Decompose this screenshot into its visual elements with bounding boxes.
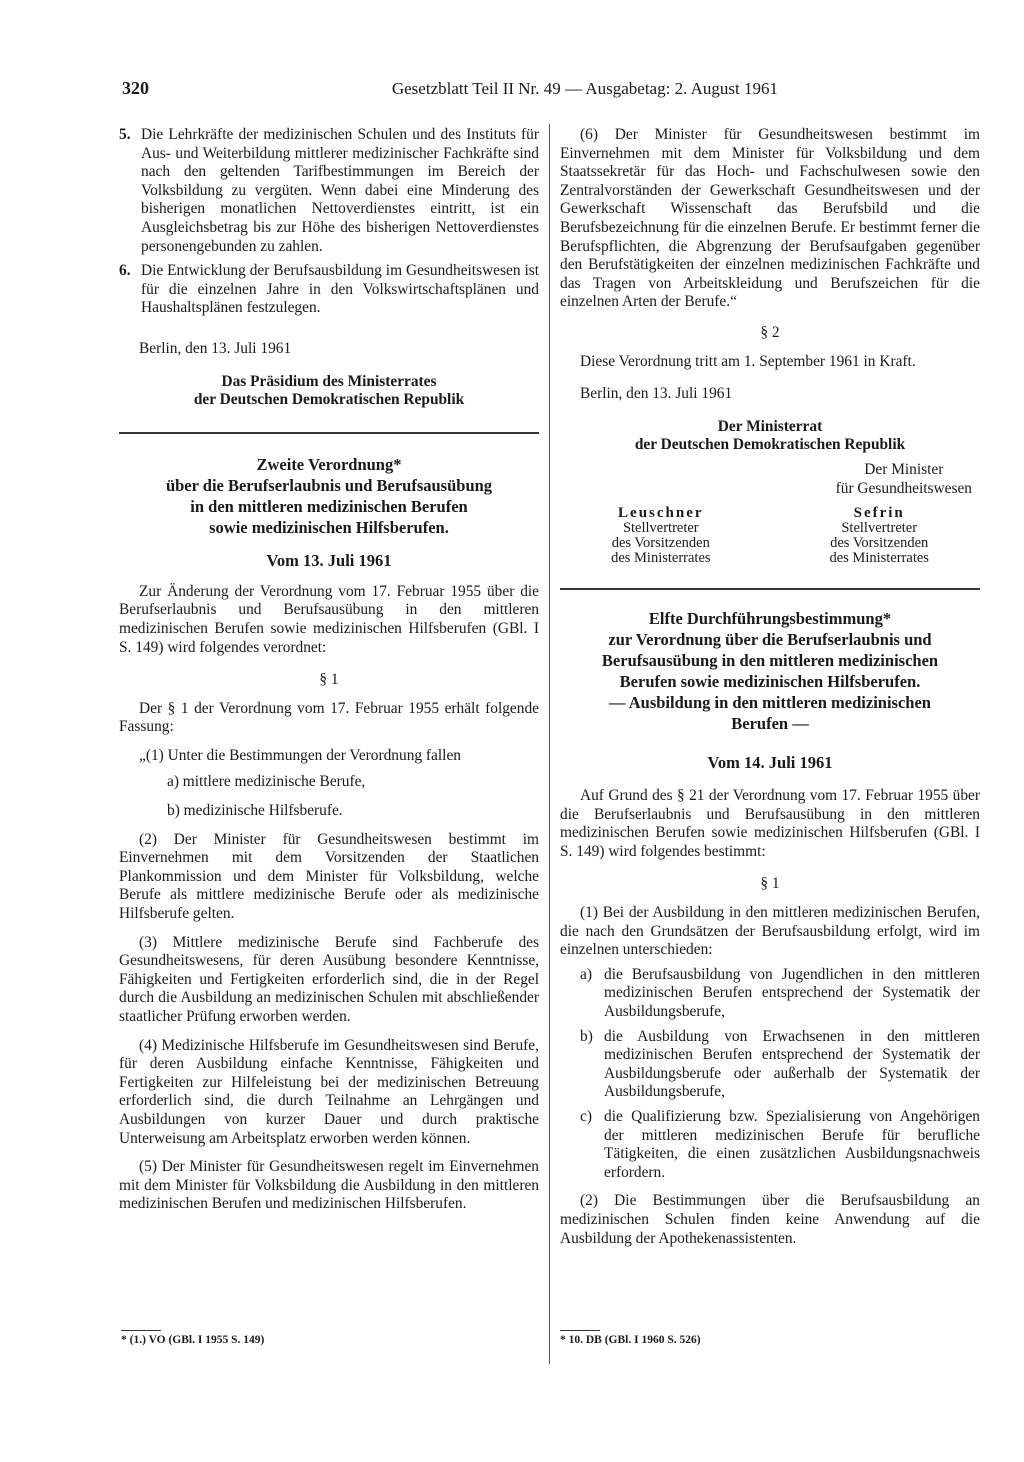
- signer-role: des Vorsitzenden: [611, 535, 710, 552]
- list-item: [560, 1028, 980, 1102]
- preamble: Auf Grund des § 21 der Verordnung vom 17. Februar 1955 über die Berufserlaubnis und Berufsausübung in den mittleren medizinischen Berufen sowie medizinischen Hilfsberufen (GBl. I S. 149) wird folgendes bestimmt:: [560, 787, 980, 860]
- paragraph: Diese Verordnung tritt am 1. September 1961 in Kraft.: [580, 352, 916, 370]
- paragraph: Der § 1 der Verordnung vom 17. Februar 1955 erhält folgende Fassung:: [119, 699, 539, 736]
- list-item: [119, 126, 539, 256]
- footnote-rule: [121, 1330, 161, 1331]
- minister-title-block: [836, 461, 972, 498]
- section-rule: [560, 588, 980, 590]
- title-line: Elfte Durchführungsbestimmung*: [648, 609, 892, 629]
- title-line: Berufen sowie medizinischen Hilfsberufen.: [619, 672, 921, 692]
- title-line: über die Berufserlaubnis und Berufsausübung: [165, 475, 493, 495]
- title-line: Berufen —: [731, 714, 809, 734]
- paragraph: (2) Die Bestimmungen über die Berufsausbildung an medizinischen Schulen finden keine Anwendung auf die Ausbildung der Apothekenassistenten.: [560, 1192, 980, 1247]
- section-heading: § 1: [760, 875, 780, 893]
- title-line: — Ausbildung in den mittleren medizinischen: [609, 693, 931, 713]
- page-number: 320: [122, 78, 149, 98]
- page-header: [122, 78, 778, 102]
- footnote-text: * 10. DB (GBl. I 1960 S. 526): [560, 1334, 701, 1346]
- paragraph: (6) Der Minister für Gesundheitswesen bestimmt im Einvernehmen mit dem Minister für Volksbildung und dem Staatssekretär für das Hoch- und Fachschulwesen sowie den Zentralvorständen der Gewerkschaft Gesundheitswesen und der Gewerkschaft Wissenschaft das Berufsbild und die Berufsbezeichnung für die einzelnen Berufe. Er bestimmt ferner die Berufspflichten, die Abgrenzung der Berufsaufgaben gegenüber den Berufstätigkeiten der einzelnen medizinischen Fachkräfte und das Tragen von Arbeitskleidung und Berufszeichen für die einzelnen Arten der Berufe.“: [560, 126, 980, 311]
- minister-title: [560, 461, 980, 498]
- title-line: zur Verordnung über die Berufserlaubnis und: [608, 630, 932, 650]
- footnote: [121, 1330, 264, 1346]
- signer-role: des Vorsitzenden: [830, 535, 929, 552]
- paragraph: (1) Bei der Ausbildung in den mittleren medizinischen Berufen, die nach den Grundsätzen der Berufsausbildung erfolgt, wird im einzelnen unterschieden:: [560, 904, 980, 959]
- signer-role: des Ministerrates: [611, 550, 711, 567]
- footnote-rule: [560, 1330, 600, 1331]
- signer-name: Leuschner: [618, 505, 704, 522]
- item-label: a): [580, 965, 592, 983]
- sub-item: a) mittlere medizinische Berufe,: [167, 773, 366, 791]
- signatures: [560, 506, 980, 566]
- footnote: [560, 1330, 701, 1346]
- signatory-line: der Deutschen Demokratischen Republik: [193, 391, 465, 409]
- paragraph: (2) Der Minister für Gesundheitswesen bestimmt im Einvernehmen mit dem Vorsitzenden der Staatlichen Plankommission und dem Minister für Volksbildung, welche Berufe als mittlere medizinische Berufe oder als medizinische Hilfsberufe gelten.: [119, 830, 539, 923]
- title-line: sowie medizinischen Hilfsberufen.: [209, 517, 449, 537]
- place-date: Berlin, den 13. Juli 1961: [580, 385, 733, 403]
- item-number: 5.: [119, 126, 131, 143]
- item-text: Die Entwicklung der Berufsausbildung im Gesundheitswesen ist für die einzelnen Jahre in den Volkswirtschaftsplänen und Haushaltsplänen festzulegen.: [141, 262, 539, 317]
- regulation-title: [560, 608, 980, 734]
- signatory-line: Der Ministerrat: [717, 417, 823, 435]
- footnote-text: * (1.) VO (GBl. I 1955 S. 149): [121, 1334, 265, 1346]
- signature-block: [560, 418, 980, 455]
- list-item: [560, 966, 980, 1022]
- signatory-line: der Deutschen Demokratischen Republik: [634, 436, 906, 454]
- title-line: in den mittleren medizinischen Berufen: [190, 496, 468, 516]
- paragraph: (5) Der Minister für Gesundheitswesen regelt im Einvernehmen mit dem Minister für Volksbildung die Ausbildung in den mittleren medizinischen Berufen und medizinischen Hilfsberufen.: [119, 1158, 539, 1213]
- regulation-date: Vom 13. Juli 1961: [266, 550, 392, 570]
- item-text: die Ausbildung von Erwachsenen in den mittleren medizinischen Berufen entsprechend der Systematik der Ausbildungsberufe oder außerhalb der Systematik der Ausbildungsberufe,: [604, 1027, 980, 1101]
- paragraph: „(1) Unter die Bestimmungen der Verordnung fallen: [139, 746, 461, 764]
- minister-line: für Gesundheitswesen: [835, 479, 972, 497]
- list-item: [119, 262, 539, 318]
- signer-name: Sefrin: [853, 505, 905, 522]
- item-label: b): [580, 1027, 593, 1045]
- preamble: Zur Änderung der Verordnung vom 17. Februar 1955 über die Berufserlaubnis und Berufsausübung in den mittleren medizinischen Berufen sowie medizinischen Hilfsberufen (GBl. I S. 149) wird folgendes verordnet:: [119, 582, 539, 656]
- signature-left: [560, 506, 762, 566]
- item-label: c): [580, 1108, 592, 1125]
- section-heading: § 2: [760, 323, 780, 341]
- signer-role: Stellvertreter: [622, 520, 699, 537]
- place-date: Berlin, den 13. Juli 1961: [139, 339, 292, 357]
- paragraph: (3) Mittlere medizinische Berufe sind Fachberufe des Gesundheitswesens, für deren Ausübung besondere Kenntnisse, Fähigkeiten und Fertigkeiten erforderlich sind, die in der Regel durch die Ausbildung an medizinischen Schulen mit abschließender staatlicher Prüfung erworben werden.: [119, 933, 539, 1025]
- signatory-line: Das Präsidium des Ministerrates: [221, 372, 437, 390]
- item-text: die Qualifizierung bzw. Spezialisierung von Angehörigen der mittleren medizinischen Berufe für berufliche Tätigkeiten, die einen zusätzlichen Ausbildungsnachweis erfordern.: [604, 1108, 980, 1181]
- item-text: Die Lehrkräfte der medizinischen Schulen und des Instituts für Aus- und Weiterbildung mittlerer medizinischer Fachkräfte sind nach den geltenden Tarifbestimmungen im Bereich der Volksbildung zu vergüten. Wenn dabei eine Minderung des bisherigen monatlichen Nettoverdienstes eintritt, ist ein Ausgleichsbetrag bis zur Höhe des bisherigen Nettoverdienstes personengebunden zu zahlen.: [141, 126, 539, 255]
- signature-block: [119, 373, 539, 410]
- left-column: [119, 126, 539, 1214]
- title-line: Berufsausübung in den mittleren medizinischen: [601, 651, 939, 671]
- publication-title: Gesetzblatt Teil II Nr. 49 — Ausgabetag: 2. August 1961: [391, 79, 778, 98]
- title-line: Zweite Verordnung*: [256, 454, 402, 474]
- paragraph: (4) Medizinische Hilfsberufe im Gesundheitswesen sind Berufe, für deren Ausbildung einfache Kenntnisse, Fähigkeiten und Fertigkeiten zur Hilfeleistung bei der medizinischen Betreuung erforderlich sind, die durch Teilnahme an Lehrgängen und Ausbildungen von kurzer Dauer und durch praktische Unterweisung am Arbeitsplatz erworben werden können.: [119, 1036, 539, 1147]
- right-column: [560, 126, 980, 1248]
- item-number: 6.: [119, 262, 131, 280]
- section-heading: § 1: [319, 671, 339, 689]
- regulation-date: Vom 14. Juli 1961: [707, 753, 833, 773]
- list-item: [560, 1108, 980, 1182]
- signer-role: Stellvertreter: [841, 520, 918, 537]
- column-divider: [549, 124, 550, 1364]
- regulation-title: [119, 454, 539, 538]
- minister-line: Der Minister: [864, 460, 944, 478]
- sub-item: b) medizinische Hilfsberufe.: [167, 802, 343, 820]
- item-text: die Berufsausbildung von Jugendlichen in den mittleren medizinischen Berufen entsprechend der Systematik der Ausbildungsberufe,: [604, 965, 980, 1021]
- section-rule: [119, 432, 539, 434]
- signature-right: [778, 506, 980, 566]
- signer-role: des Ministerrates: [829, 550, 929, 567]
